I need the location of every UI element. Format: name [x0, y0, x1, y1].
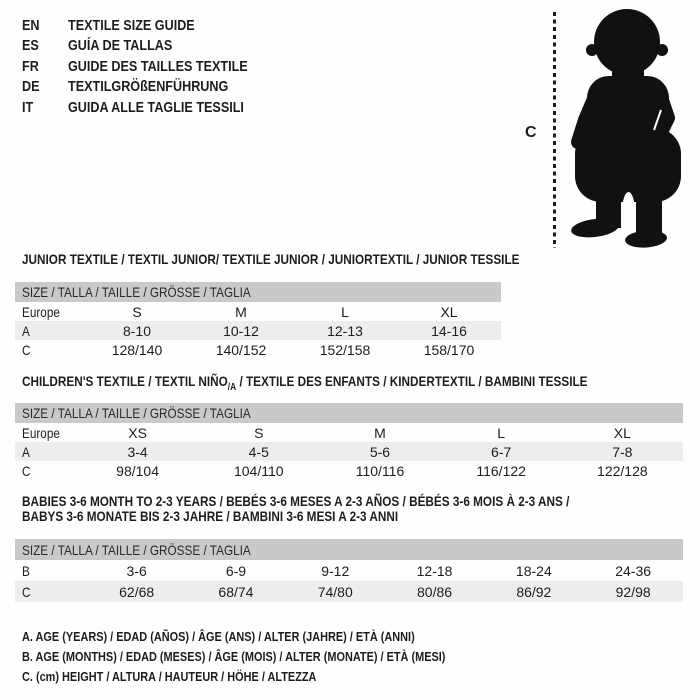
junior-size-table — [15, 282, 501, 359]
language-label: GUÍA DE TALLAS — [68, 37, 173, 55]
table-row — [15, 321, 501, 340]
size-cell: 18-24 — [515, 562, 552, 579]
size-header-bar: SIZE / TALLA / TAILLE / GRÖSSE / TAGLIA — [15, 539, 683, 560]
size-cell: 110/116 — [355, 462, 405, 479]
language-code: DE — [22, 78, 40, 96]
footnote-legend — [22, 626, 526, 686]
toddler-silhouette-icon — [562, 6, 694, 250]
row-label: Europe — [22, 424, 60, 441]
size-header-bar: SIZE / TALLA / TAILLE / GRÖSSE / TAGLIA — [15, 282, 501, 302]
row-label: A — [22, 443, 30, 460]
size-cell: 68/74 — [218, 583, 254, 600]
size-cell: 80/86 — [417, 583, 453, 600]
size-cell: XS — [128, 424, 147, 441]
size-cell: L — [341, 303, 349, 320]
height-dimension-dotted-line — [553, 12, 556, 248]
size-header-bar: SIZE / TALLA / TAILLE / GRÖSSE / TAGLIA — [15, 403, 683, 423]
size-cell: M — [374, 424, 386, 441]
size-cell: M — [235, 303, 247, 320]
language-code: ES — [22, 37, 39, 55]
babies-size-table — [15, 539, 683, 602]
footnote: A. AGE (YEARS) / EDAD (AÑOS) / ÂGE (ANS) / ALTER (JAHRE) / ETÀ (ANNI) — [22, 628, 415, 644]
row-label: C — [22, 341, 31, 358]
language-row — [22, 36, 282, 57]
language-label: GUIDE DES TAILLES TEXTILE — [68, 57, 248, 75]
table-row — [15, 442, 683, 461]
size-cell: S — [254, 424, 264, 441]
language-code: IT — [22, 98, 34, 116]
title-subscript: /A — [227, 381, 237, 393]
language-code: FR — [22, 57, 39, 75]
row-label: C — [22, 583, 31, 600]
size-cell: 6-7 — [491, 443, 512, 460]
table-row — [15, 340, 501, 359]
row-label: Europe — [22, 303, 60, 320]
size-cell: 6-9 — [225, 562, 247, 579]
language-row — [22, 15, 282, 36]
size-cell: 140/152 — [215, 341, 267, 358]
size-cell: 152/158 — [319, 341, 371, 358]
language-list — [22, 15, 282, 118]
size-cell: 12-18 — [416, 562, 453, 579]
table-row — [15, 302, 501, 321]
table-row — [15, 461, 683, 480]
size-cell: 3-4 — [127, 443, 148, 460]
size-cell: XL — [613, 424, 631, 441]
height-dimension-label: C — [525, 124, 537, 141]
size-cell: 3-6 — [126, 562, 147, 579]
size-cell: 104/110 — [233, 462, 284, 479]
junior-section-title: JUNIOR TEXTILE / TEXTIL JUNIOR/ TEXTILE JUNIOR / JUNIORTEXTIL / JUNIOR TESSILE — [22, 251, 520, 267]
size-cell: 10-12 — [223, 322, 259, 339]
row-label: B — [22, 562, 30, 579]
language-label: TEXTILGRÖßENFÜHRUNG — [68, 78, 229, 96]
size-cell: 74/80 — [317, 583, 353, 600]
children-size-table — [15, 403, 683, 480]
children-section-title: CHILDREN'S TEXTILE / TEXTIL $NIÑO_{/A}$ / TEXTILE DES ENFANTS / KINDERTEXTIL / BAMBINI TESSILE — [22, 373, 588, 393]
size-cell: 14-16 — [431, 322, 467, 339]
size-cell: 5-6 — [369, 443, 391, 460]
size-cell: XL — [440, 303, 458, 320]
size-cell: 98/104 — [116, 462, 159, 479]
babies-section-title: BABIES 3-6 MONTH TO 2-3 YEARS / BEBÉS 3-6 MESES A 2-3 AÑOS / BÉBÉS 3-6 MOIS À 2-3 ANS / BABYS 3-6 MONATE BIS 2-3 JAHRE / BAMBINI 3-6 MESI A 2-3 ANNI — [22, 493, 570, 524]
size-cell: L — [497, 424, 506, 441]
language-label: GUIDA ALLE TAGLIE TESSILI — [68, 98, 244, 116]
language-row — [22, 56, 282, 77]
row-label: A — [22, 322, 30, 339]
size-cell: 128/140 — [111, 341, 163, 358]
size-cell: 92/98 — [615, 583, 651, 600]
size-cell: 116/122 — [476, 462, 526, 479]
size-cell: 8-10 — [122, 322, 152, 339]
size-cell: 62/68 — [119, 583, 155, 600]
footnote: C. (cm) HEIGHT / ALTURA / HAUTEUR / HÖHE / ALTEZZA — [22, 668, 317, 684]
language-label: TEXTILE SIZE GUIDE — [68, 16, 195, 34]
table-row — [15, 581, 683, 602]
size-cell: 12-13 — [327, 322, 363, 339]
footnote: B. AGE (MONTHS) / EDAD (MESES) / ÂGE (MOIS) / ALTER (MONATE) / ETÀ (MESI) — [22, 648, 446, 664]
table-row — [15, 560, 683, 581]
size-cell: 9-12 — [321, 562, 350, 579]
row-label: C — [22, 462, 31, 479]
table-row — [15, 423, 683, 442]
size-cell: 158/170 — [423, 341, 475, 358]
size-cell: 86/92 — [516, 583, 552, 600]
size-cell: 7-8 — [612, 443, 633, 460]
size-cell: 24-36 — [615, 562, 652, 579]
language-row — [22, 97, 282, 118]
size-cell: 4-5 — [248, 443, 269, 460]
language-row — [22, 77, 282, 98]
size-cell: 122/128 — [597, 462, 648, 479]
size-cell: S — [132, 303, 142, 320]
language-code: EN — [22, 16, 40, 34]
